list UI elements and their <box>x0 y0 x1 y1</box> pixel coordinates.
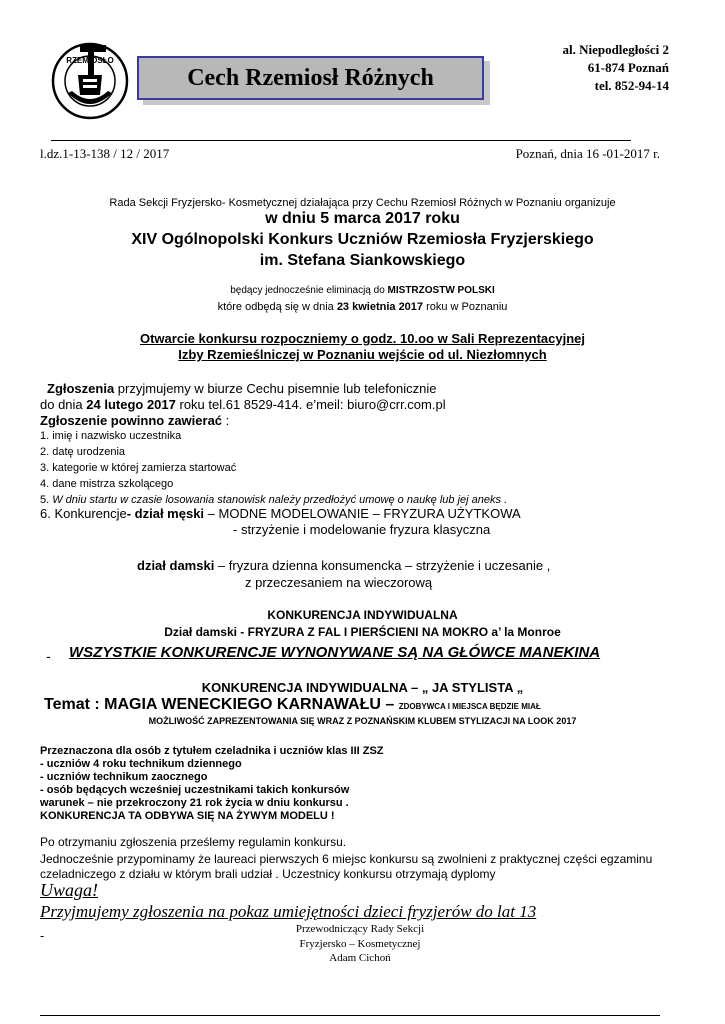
opening-line-2: Izby Rzemieślniczej w Poznaniu wejście od ul. Niezłomnych <box>178 347 547 362</box>
address-street: al. Niepodległości 2 <box>562 42 669 57</box>
closing-line: czeladniczego z działu w którym brali udział . Uczestnicy konkursu otrzymają dyplomy <box>40 867 496 881</box>
list-item: 2. datę urodzenia <box>40 446 126 458</box>
address-city: 61-874 Poznań <box>587 60 669 75</box>
eligibility-line: KONKURENCJA TA ODBYWA SIĘ NA ŻYWYM MODELU ! <box>40 810 335 822</box>
guild-logo <box>50 35 130 127</box>
eligibility-line: Przeznaczona dla osób z tytułem czeladnika i uczniów klas III ZSZ <box>40 745 384 757</box>
mannequin-notice: WSZYSTKIE KONKURENCJE WYNONYWANE SĄ NA GŁÓWCE MANEKINA <box>69 644 601 661</box>
header-divider <box>51 140 631 141</box>
individual-women-line: Dział damski - FRYZURA Z FAL I PIERŚCIENI NA MOKRO a’ la Monroe <box>164 625 561 639</box>
eligibility-line: - osób będących wcześniej uczestnikami takich konkursów <box>40 784 350 796</box>
signature-title: Przewodniczący Rady Sekcji <box>295 923 425 935</box>
show-notice: Przyjmujemy zgłoszenia na pokaz umiejętności dzieci fryzjerów do lat 13 <box>40 902 537 921</box>
deadline-line: do dnia 24 lutego 2017 roku tel.61 8529-414. e’meil: biuro@crr.com.pl <box>40 397 446 412</box>
contest-patron: im. Stefana Siankowskiego <box>259 252 466 269</box>
place-date: Poznań, dnia 16 -01-2017 r. <box>515 146 660 161</box>
eligibility-line: - uczniów 4 roku technikum dziennego <box>40 758 242 770</box>
opening-line-1: Otwarcie konkursu rozpoczniemy o godz. 10.oo w Sali Reprezentacyjnej <box>139 331 585 346</box>
logo-text: RZEMIOSŁO <box>66 56 114 65</box>
signature-section: Fryzjersko – Kosmetycznej <box>299 938 421 950</box>
women-category-line: dział damski – fryzura dzienna konsumencka – strzyżenie i uczesanie , <box>137 558 551 573</box>
event-date: w dniu 5 marca 2017 roku <box>265 210 460 227</box>
application-contents-heading: Zgłoszenie powinno zawierać : <box>40 413 230 428</box>
theme-line: Temat : MAGIA WENECKIEGO KARNAWAŁU – ZDOBYWCA I MIEJSCA BĘDZIE MIAŁ <box>44 696 541 713</box>
attention-heading: Uwaga! <box>40 880 98 900</box>
men-category-line: 6. Konkurencje- dział męski – MODNE MODELOWANIE – FRYZURA UŻYTKOWA <box>40 506 521 521</box>
list-item: 4. dane mistrza szkolącego <box>40 478 174 490</box>
org-name: Cech Rzemiosł Różnych <box>187 65 434 91</box>
signature-name: Adam Cichoń <box>329 952 391 964</box>
closing-line: Jednocześnie przypominamy że laureaci pierwszych 6 miejsc konkursu są zwolnieni z praktycznej części egzaminu <box>40 852 653 866</box>
dash: - <box>46 648 51 664</box>
list-item: 5. W dniu startu w czasie losowania stanowisk należy przedłożyć umowę o naukę lub jej aneks . <box>40 494 508 506</box>
list-item: 1. imię i nazwisko uczestnika <box>40 430 182 442</box>
footer-divider <box>40 1015 660 1016</box>
men-category-sub: - strzyżenie i modelowanie fryzura klasyczna <box>233 522 491 537</box>
address-phone: tel. 852-94-14 <box>594 78 669 93</box>
reference-number: l.dz.1-13-138 / 12 / 2017 <box>40 146 170 161</box>
intro-line: Rada Sekcji Fryzjersko- Kosmetycznej działająca przy Cechu Rzemiosł Różnych w Poznaniu organizuje <box>109 197 616 209</box>
dash: - <box>40 928 45 943</box>
applications-line: Zgłoszenia przyjmujemy w biurze Cechu pisemnie lub telefonicznie <box>47 381 437 396</box>
final-date-line: które odbędą się w dnia 23 kwietnia 2017 roku w Poznaniu <box>217 301 508 313</box>
individual-heading: KONKURENCJA INDYWIDUALNA <box>267 608 458 622</box>
eligibility-line: - uczniów technikum zaocznego <box>40 771 208 783</box>
theme-subline: MOŻLIWOŚĆ ZAPREZENTOWANIA SIĘ WRAZ Z POZNAŃSKIM KLUBEM STYLIZACJI NA LOOK 2017 <box>148 716 577 726</box>
list-item: 3. kategorie w której zamierza startować <box>40 462 237 474</box>
stylist-heading: KONKURENCJA INDYWIDUALNA – „ JA STYLISTA „ <box>201 680 524 695</box>
elimination-line: będący jednocześnie eliminacją do MISTRZOSTW POLSKI <box>230 285 495 296</box>
eligibility-line: warunek – nie przekroczony 21 rok życia w dniu konkursu . <box>40 797 349 809</box>
contest-name: XIV Ogólnopolski Konkurs Uczniów Rzemiosła Fryzjerskiego <box>131 231 594 248</box>
closing-line: Po otrzymaniu zgłoszenia prześlemy regulamin konkursu. <box>40 835 347 849</box>
women-category-sub: z przeczesaniem na wieczorową <box>245 575 433 590</box>
